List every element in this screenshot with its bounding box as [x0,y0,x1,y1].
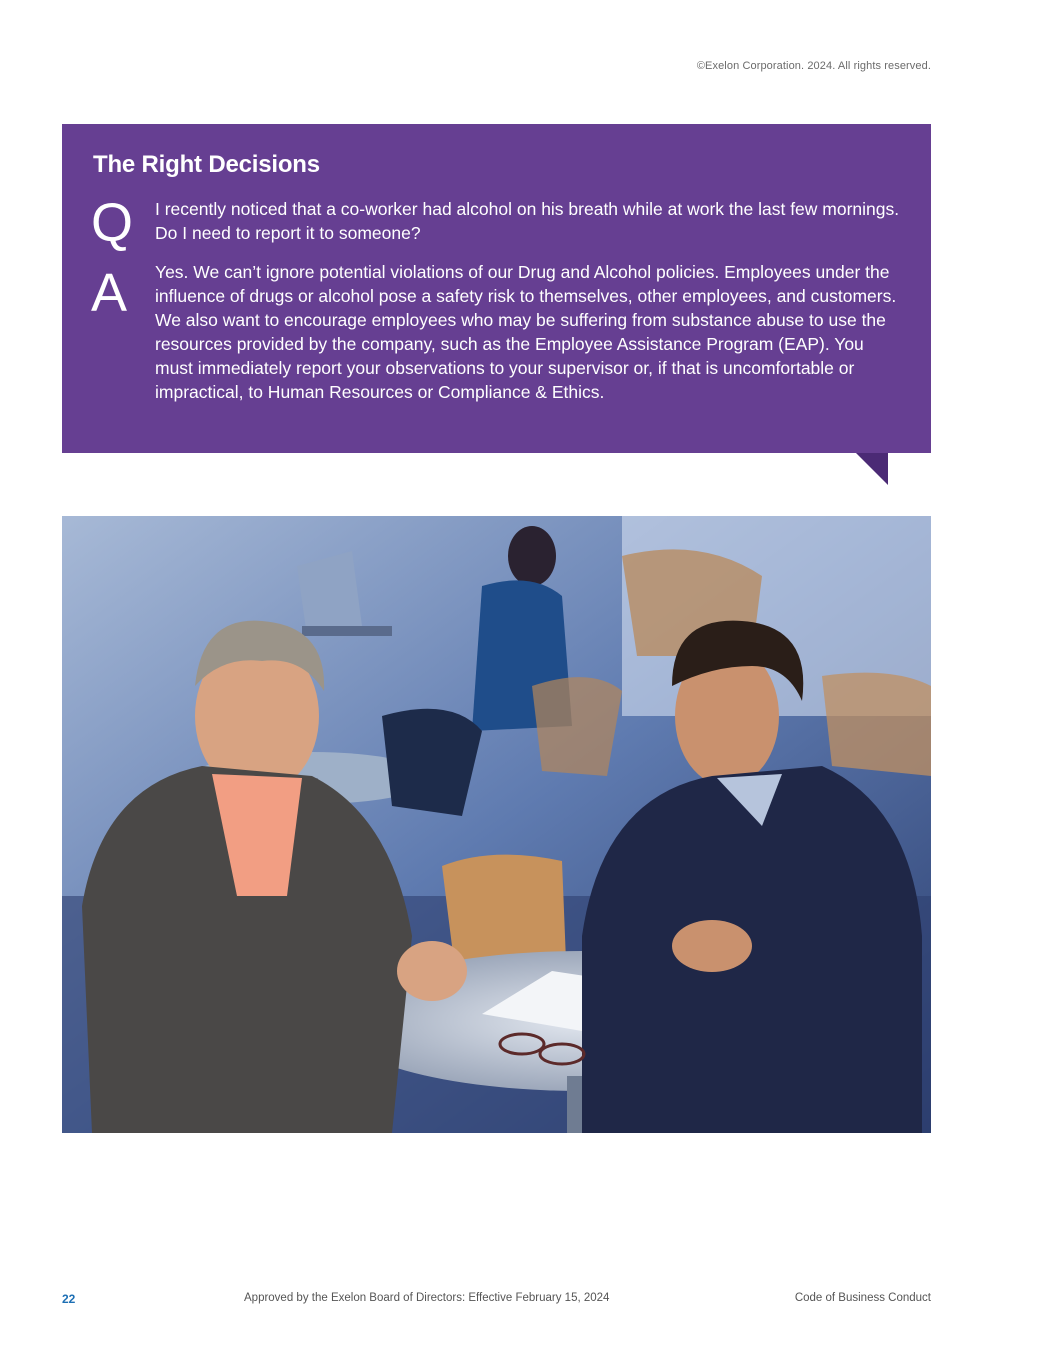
callout-tail-shape [856,453,888,485]
cafe-meeting-photo [62,516,931,1133]
question-letter: Q [91,193,134,253]
copyright-notice: ©Exelon Corporation. 2024. All rights reserved. [696,60,931,72]
answer-letter: A [91,263,128,323]
qa-title: The Right Decisions [93,151,320,178]
question-text: I recently noticed that a co-worker had alcohol on his breath while at work the last few mornings. Do I need to report it to someone? [155,199,900,243]
page-number: 22 [62,1292,76,1306]
qa-callout-box [62,124,931,453]
document-title: Code of Business Conduct [794,1292,931,1304]
answer-text: Yes. We can’t ignore potential violations of our Drug and Alcohol policies. Employees under the influence of drugs or alcohol pose a safety risk to themselves, other employees, and customers. We also want to encourage employees who may be suffering from substance abuse to use the resources provided by the company, such as the Employee Assistance Program (EAP). You must immediately report your observations to your supervisor or, if that is uncomfortable or impractical, to Human Resources or Compliance & Ethics. [155,262,897,402]
approval-note: Approved by the Exelon Board of Directors: Effective February 15, 2024 [244,1292,610,1304]
